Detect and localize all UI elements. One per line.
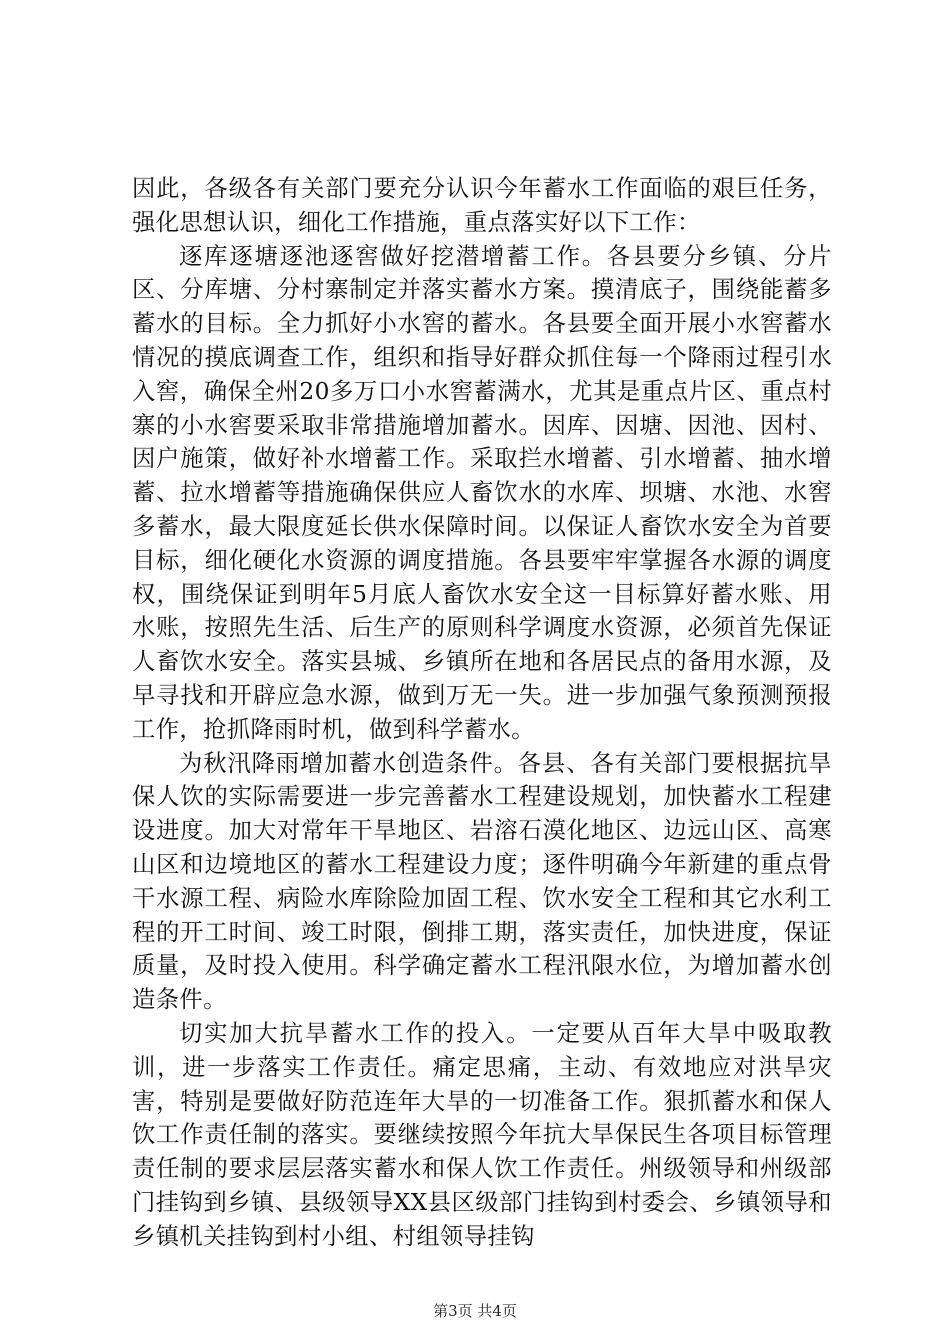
document-body [132,172,832,1254]
paragraph-4: 切实加大抗旱蓄水工作的投入。一定要从百年大旱中吸取教训，进一步落实工作责任。痛定思痛，主动、有效地应对洪旱灾害，特别是要做好防范连年大旱的一切准备工作。狠抓蓄水和保人饮工作责任制的落实。要继续按照今年抗大旱保民生各项目标管理责任制的要求层层落实蓄水和保人饮工作责任。州级领导和州级部门挂钩到乡镇、县级领导XX县区级部门挂钩到村委会、乡镇领导和乡镇机关挂钩到村小组、村组领导挂钩 [132,1019,832,1250]
paragraph-3: 为秋汛降雨增加蓄水创造条件。各县、各有关部门要根据抗旱保人饮的实际需要进一步完善蓄水工程建设规划，加快蓄水工程建设进度。加大对常年干旱地区、岩溶石漠化地区、边远山区、高寒山区和边境地区的蓄水工程建设力度；逐件明确今年新建的重点骨干水源工程、病险水库除险加固工程、饮水安全工程和其它水利工程的开工时间、竣工时限，倒排工期，落实责任，加快进度，保证质量，及时投入使用。科学确定蓄水工程汛限水位，为增加蓄水创造条件。 [132,749,832,1014]
page-footer: 第3页 共4页 [433,1302,517,1320]
paragraph-1: 因此，各级各有关部门要充分认识今年蓄水工作面临的艰巨任务，强化思想认识，细化工作措施，重点落实好以下工作： [132,175,832,236]
paragraph-2: 逐库逐塘逐池逐窖做好挖潜增蓄工作。各县要分乡镇、分片区、分库塘、分村寨制定并落实蓄水方案。摸清底子，围绕能蓄多蓄水的目标。全力抓好小水窖的蓄水。各县要全面开展小水窖蓄水情况的摸底调查工作，组织和指导好群众抓住每一个降雨过程引水入窖，确保全州20多万口小水窖蓄满水，尤其是重点片区、重点村寨的小水窖要采取非常措施增加蓄水。因库、因塘、因池、因村、因户施策，做好补水增蓄工作。采取拦水增蓄、引水增蓄、抽水增蓄、拉水增蓄等措施确保供应人畜饮水的水库、坝塘、水池、水窖多蓄水，最大限度延长供水保障时间。以保证人畜饮水安全为首要目标，细化硬化水资源的调度措施。各县要牢牢掌握各水源的调度权，围绕保证到明年5月底人畜饮水安全这一目标算好蓄水账、用水账，按照先生活、后生产的原则科学调度水资源，必须首先保证人畜饮水安全。落实县城、乡镇所在地和各居民点的备用水源，及早寻找和开辟应急水源，做到万无一失。进一步加强气象预测预报工作，抢抓降雨时机，做到科学蓄水。 [132,242,832,743]
